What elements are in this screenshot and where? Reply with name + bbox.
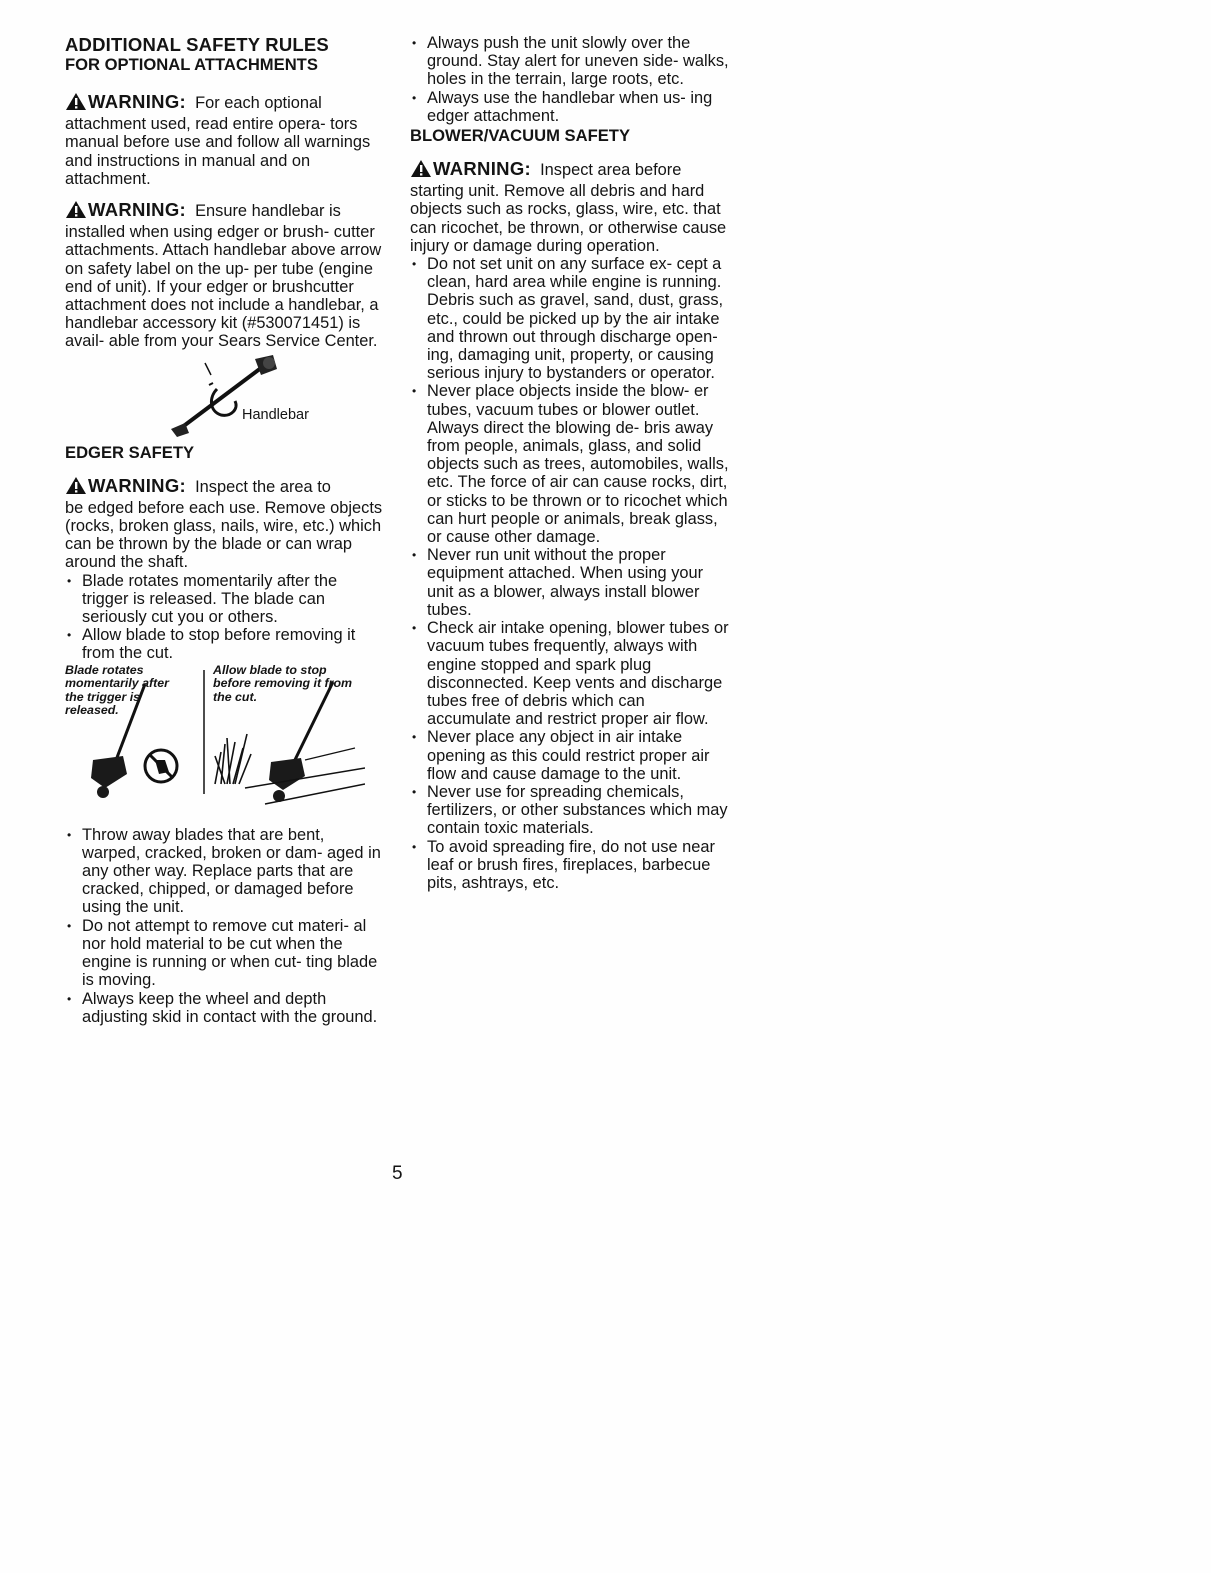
list-item: • Do not attempt to remove cut materi- al nor hold material to be cut when the engine is running or when cut- ting blade is moving. xyxy=(65,917,387,990)
warning-lead: For each optional xyxy=(195,94,322,112)
warning-label: WARNING: xyxy=(88,199,186,221)
list-item: • To avoid spreading fire, do not use near leaf or brush fires, fireplaces, barbecue pits, ashtrays, etc. xyxy=(410,838,730,893)
section-title: ADDITIONAL SAFETY RULES xyxy=(65,34,329,55)
list-item: • Never place any object in air intake opening as this could restrict proper air flow and cause damage to the unit. xyxy=(410,728,730,783)
warning-label: WARNING: xyxy=(88,91,186,112)
list-item: • Throw away blades that are bent, warped, cracked, broken or dam- aged in any other way. Replace parts that are cracked, chipped, or damaged before using the unit. xyxy=(65,826,387,917)
edger-bullets-c xyxy=(410,34,730,125)
warning-triangle-icon xyxy=(65,200,87,223)
warning-triangle-icon xyxy=(410,159,432,182)
list-item: • Blade rotates momentarily after the trigger is released. The blade can seriously cut you or others. xyxy=(65,572,387,627)
edger-bullets-b xyxy=(65,826,387,1026)
warning-text: installed when using edger or brush- cutter attachments. Attach handlebar above arrow on safety label on the up- per tube (engine end of unit). If your edger or brushcutter attachment does not include a handlebar, a handlebar accessory kit (#530071451) is avail- able from your Sears Service Center. xyxy=(65,223,382,351)
warning-lead: Ensure handlebar is xyxy=(195,202,341,221)
warning-text: be edged before each use. Remove objects (rocks, broken glass, nails, wire, etc.) which can be thrown by the blade or can wrap around the shaft. xyxy=(65,498,383,572)
list-item: • Never place objects inside the blow- er tubes, vacuum tubes or blower outlet. Always direct the blowing de- bris away from people, animals, glass, and solid objects such as trees, automobiles, walls, etc. The force of air can cause rocks, dirt, or sticks to be thrown or to ricochet which can hurt people or animals, break glass, or cause other damage. xyxy=(410,382,730,546)
list-item: • Always push the unit slowly over the ground. Stay alert for uneven side- walks, holes in the terrain, large roots, etc. xyxy=(410,34,730,89)
warning-triangle-icon xyxy=(65,476,87,499)
warning-blower xyxy=(410,159,730,255)
warning-label: WARNING: xyxy=(433,158,531,180)
list-item: • Never use for spreading chemicals, fertilizers, or other substances which may contain toxic materials. xyxy=(410,783,730,838)
section-subtitle: FOR OPTIONAL ATTACHMENTS xyxy=(65,55,318,74)
warning-lead: Inspect area before xyxy=(540,161,682,180)
list-item: • Do not set unit on any surface ex- cept a clean, hard area while engine is running. Debris such as gravel, sand, dust, grass, etc., could be picked up by the air intake and thrown out through discharge open- ing, damaging unit, property, or causing serious injury to bystanders or operator. xyxy=(410,255,730,382)
warning-optional-attachment xyxy=(65,92,387,188)
warning-edger xyxy=(65,476,387,572)
list-item: • Never run unit without the proper equipment attached. When using your unit as a blower, always install blower tubes. xyxy=(410,546,730,619)
handlebar-caption: Handlebar xyxy=(242,406,309,423)
list-item: • Allow blade to stop before removing it from the cut. xyxy=(65,626,387,662)
warning-lead: Inspect the area to xyxy=(195,477,331,496)
warning-triangle-icon xyxy=(65,92,87,115)
left-column xyxy=(65,34,387,1026)
list-item: • Always use the handlebar when us- ing edger attachment. xyxy=(410,89,730,125)
handlebar-figure xyxy=(65,353,387,439)
warning-text: starting unit. Remove all debris and hard objects such as rocks, glass, wire, etc. that can ricochet, be thrown, or otherwise cause injury or damage during operation. xyxy=(410,182,727,255)
warning-text: attachment used, read entire opera- tors manual before use and follow all warnings and instructions in manual and on attachment. xyxy=(65,115,371,188)
warning-handlebar xyxy=(65,200,387,351)
right-column xyxy=(410,34,730,892)
list-item: • Check air intake opening, blower tubes or vacuum tubes frequently, always with engine stopped and spark plug disconnected. Keep vents and discharge tubes free of debris which can accumulate and restrict proper air flow. xyxy=(410,619,730,728)
figure-caption-left: Blade rotates momentarily after the trigger is released. xyxy=(65,662,169,718)
handlebar-illustration xyxy=(169,353,289,437)
list-item: • Always keep the wheel and depth adjusting skid in contact with the ground. xyxy=(65,990,387,1026)
edger-figure xyxy=(65,664,387,826)
page-number: 5 xyxy=(392,1163,403,1184)
blower-bullets xyxy=(410,255,730,892)
edger-safety-title: EDGER SAFETY xyxy=(65,442,195,462)
edger-bullets-a xyxy=(65,572,387,663)
blower-safety-title: BLOWER/VACUUM SAFETY xyxy=(410,126,631,146)
figure-caption-right: Allow blade to stop before removing it from the cut. xyxy=(213,662,353,704)
warning-label: WARNING: xyxy=(88,474,186,496)
